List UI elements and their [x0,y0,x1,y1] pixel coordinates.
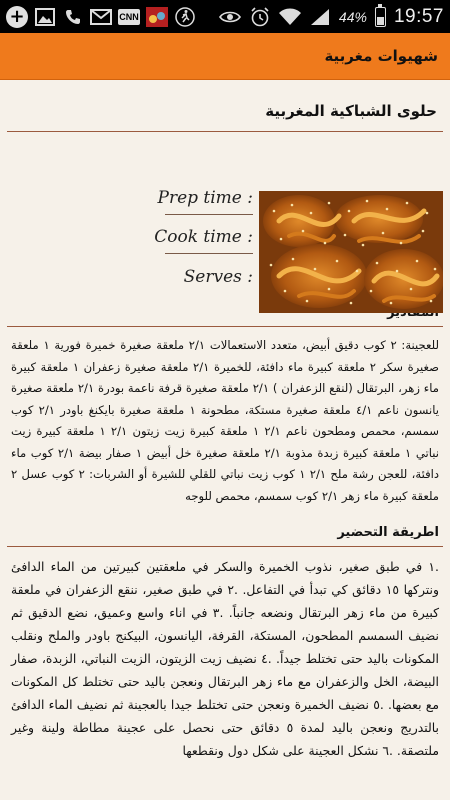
recipe-title: حلوى الشباكية المغربية [265,102,437,120]
steps-heading: اطريقة التحضير [337,525,439,540]
plus-icon: + [6,6,28,28]
mail-icon [90,6,112,28]
battery-percent: 44% [338,8,367,25]
ingredients-divider [7,326,443,327]
eye-icon [219,6,241,28]
serves-label: Serves : [183,267,253,287]
recipe-info [7,132,443,287]
notification-area [6,6,196,28]
cnn-icon: CNN [118,9,140,25]
image-icon [34,6,56,28]
clock: 19:57 [393,5,444,27]
battery-icon [375,7,386,27]
steps-divider [7,546,443,547]
alarm-icon [249,6,271,28]
system-status-area [219,6,444,28]
runner-icon [174,6,196,28]
game-icon [146,6,168,28]
action-bar [0,33,450,80]
prep-time-label: Prep time : [165,176,253,215]
status-bar [0,0,450,33]
recipe-content[interactable] [0,80,450,800]
recipe-meta [154,176,253,293]
app-title: شهيوات مغربية [324,47,438,65]
phone-icon [62,6,84,28]
steps-text: .١ في طبق صغير، نذوب الخميرة والسكر في ملعقتين كبيرتين من الماء الدافئ ونتركها ١٥ دقائق كي تبدأ في التفاعل. .٢ في طبق صغير، ننقع الزعفران في ملعقة كبيرة من ماء زهر البرتقال ونضعه جانباً. .٣ في اناء واسع وعميق، نضع الدقيق ثم نضيف السمسم المطحون، المستكة، القرفة، اليانسون، البيكنج باودر والملح ونقلب المكونات باليد حتى تختلط جيداً. .٤ نضيف زيت الزيتون، الزيت النباتي، الزبدة، صفار البيضة، الخل والزعفران مع ماء زهر البرتقال ونعجن باليد حتى تختلط كل المكونات مع بعضها. .٥ نضيف الخميرة ونعجن حتى تختلط جيدا بالعجينة ثم نضيف الماء الدافئ بالتدريج ونعجن باليد لمدة ٥ دقائق حتى نحصل على عجينة مطاطة ولينة وغير ملتصقة. .٦ نشكل العجينة على شكل دول ونقطعها [11,559,439,758]
cook-time-label: Cook time : [165,215,253,254]
signal-icon [309,6,331,28]
ingredients-text: للعجينة: ٢ كوب دقيق أبيض، متعدد الاستعمالات ٢/١ ملعقة صغيرة خميرة فورية ١ ملعقة صغيرة سكر ٢ ملعقة كبيرة ماء دافئة، للخميرة ٢/١ ملعقة صغيرة زعفران ١ ملعقة كبيرة ماء زهر، البرتقال (لنقع الزعفران ) ٢/١ ملعقة صغيرة قرفة ناعمة بودرة ٢/١ ملعقة صغيرة يانسون ناعم ٤/١ ملعقة صغيرة مستكة، مطحونة ١ ملعقة صغيرة بايكنغ باودر ٢/١ كوب سمسم، محمص ومطحون ناعم ٢/١ ١ ملعقة كبيرة زيت زيتون ٢/١ ١ ملعقة كبيرة زيت نباتي ١ ملعقة كبيرة زبدة مذوبة ٢/١ ملعقة صغيرة خل أبيض ١ صفار بيضة ٢/١ كوب ماء دافئة، للعجن رشة ملح ٢/١ ١ كوب زيت نباتي للقلي للشيرة أو الشربات: ٢ كوب عسل ٢ ملعقة كبيرة ماء زهر ٢/١ كوب سمسم، محمص للوجه [11,338,440,503]
wifi-icon [279,6,301,28]
dish-photo [259,191,443,313]
